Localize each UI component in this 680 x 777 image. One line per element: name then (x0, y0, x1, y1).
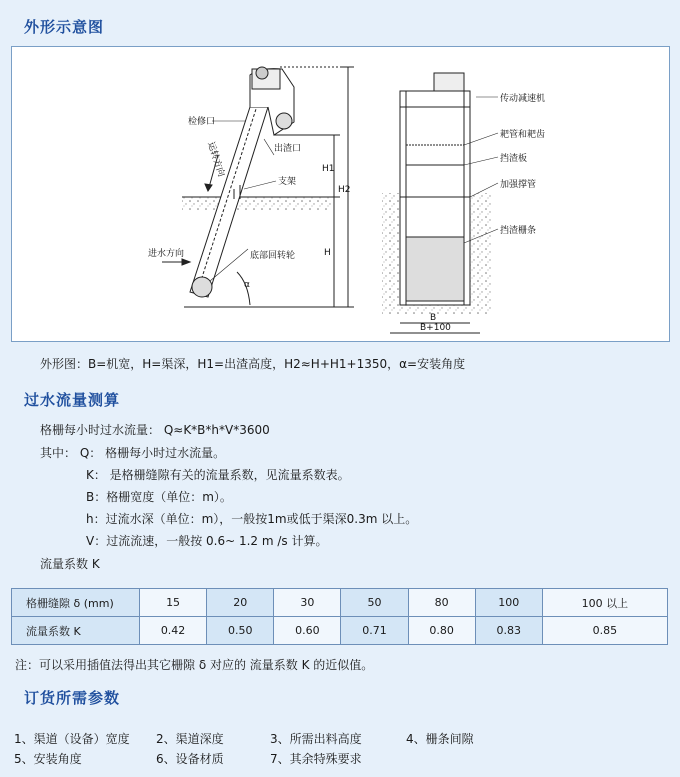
formula-line: 格栅每小时过水流量： Q≈K*B*h*V*3600 (40, 423, 270, 437)
bottom-soil (382, 305, 492, 315)
label-bottom-wheel: 底部回转轮 (250, 251, 296, 261)
label-brace: 加强撑管 (500, 180, 537, 190)
leader (264, 139, 274, 155)
front-view (382, 73, 498, 333)
table-cell: 0.71 (341, 617, 408, 645)
left-soil (382, 193, 400, 305)
leader (244, 181, 276, 189)
formula-b: B：格栅宽度（单位：m）。 (86, 490, 232, 504)
label-h2: H2 (338, 185, 351, 195)
table-cell: 50 (341, 589, 408, 617)
inflow-arrow-head (182, 259, 190, 265)
label-inspection-port: 检修口 (188, 117, 216, 127)
formula-where-q: 其中： Q： 格栅每小时过水流量。 (40, 446, 226, 460)
drive-gear (256, 67, 268, 79)
gear-motor-box (434, 73, 464, 91)
list-item: 5、安装角度 (14, 752, 82, 766)
table-cell: 0.80 (408, 617, 475, 645)
label-b100: B+100 (420, 323, 451, 333)
bottom-wheel (192, 277, 212, 297)
label-inflow-direction: 进水方向 (148, 249, 185, 259)
outline-diagram (11, 46, 670, 342)
formula-h: h：过流水深（单位：m），一般按1m或低于渠深0.3m 以上。 (86, 512, 418, 526)
table-cell: 0.42 (140, 617, 207, 645)
table-cell: 0.83 (475, 617, 542, 645)
list-item: 4、栅条间隙 (406, 732, 474, 746)
interpolation-note: 注：可以采用插值法得出其它栅隙 δ 对应的 流量系数 K 的近似值。 (15, 658, 374, 672)
side-view (162, 67, 354, 307)
ground-hatch (182, 197, 332, 211)
flow-section-title: 过水流量测算 (24, 391, 121, 409)
list-item: 2、渠道深度 (156, 732, 224, 746)
top-sprocket (276, 113, 292, 129)
list-item: 6、设备材质 (156, 752, 224, 766)
shape-section-title: 外形示意图 (24, 18, 105, 36)
list-item: 1、渠道（设备）宽度 (14, 732, 130, 746)
table-cell: 80 (408, 589, 475, 617)
label-support: 支架 (278, 177, 297, 187)
table-cell: 0.60 (274, 617, 341, 645)
label-rotation-direction: 运转方向 (205, 140, 226, 179)
label-grate: 挡渣栅条 (500, 226, 537, 236)
list-item: 7、其余特殊要求 (270, 752, 362, 766)
row-header-k: 流量系数 K (12, 617, 140, 645)
table-cell: 20 (207, 589, 274, 617)
label-discharge-port: 出渣口 (274, 144, 302, 154)
label-rake: 耙管和耙齿 (500, 130, 546, 140)
table-row (12, 617, 668, 645)
label-drive: 传动减速机 (500, 94, 546, 104)
label-baffle: 挡渣板 (500, 154, 528, 164)
label-b: B (430, 313, 437, 323)
table-cell: 100 (475, 589, 542, 617)
formula-v: V：过流流速，一般按 0.6~ 1.2 m /s 计算。 (86, 534, 328, 548)
table-cell: 30 (274, 589, 341, 617)
table-cell: 100 以上 (542, 589, 667, 617)
grate-bars (406, 237, 464, 301)
row-header-gap: 格栅缝隙 δ (mm) (12, 589, 140, 617)
table-cell: 0.50 (207, 617, 274, 645)
order-section-title: 订货所需参数 (24, 689, 121, 707)
diagram-svg (12, 47, 669, 341)
rotation-arrow-head (205, 184, 212, 191)
formula-k: K： 是格栅缝隙有关的流量系数，见流量系数表。 (86, 468, 350, 482)
flow-coefficient-table (11, 588, 668, 645)
diagram-caption: 外形图：B=机宽，H=渠深，H1=出渣高度，H2≈H+H1+1350，α=安装角度 (40, 357, 466, 371)
table-row (12, 589, 668, 617)
k-table-title: 流量系数 K (40, 557, 100, 571)
label-h: H (324, 248, 331, 258)
list-item: 3、所需出料高度 (270, 732, 362, 746)
table-cell: 0.85 (542, 617, 667, 645)
right-soil (470, 193, 492, 305)
label-h1: H1 (322, 164, 335, 174)
table-cell: 15 (140, 589, 207, 617)
label-alpha: α (244, 280, 250, 290)
